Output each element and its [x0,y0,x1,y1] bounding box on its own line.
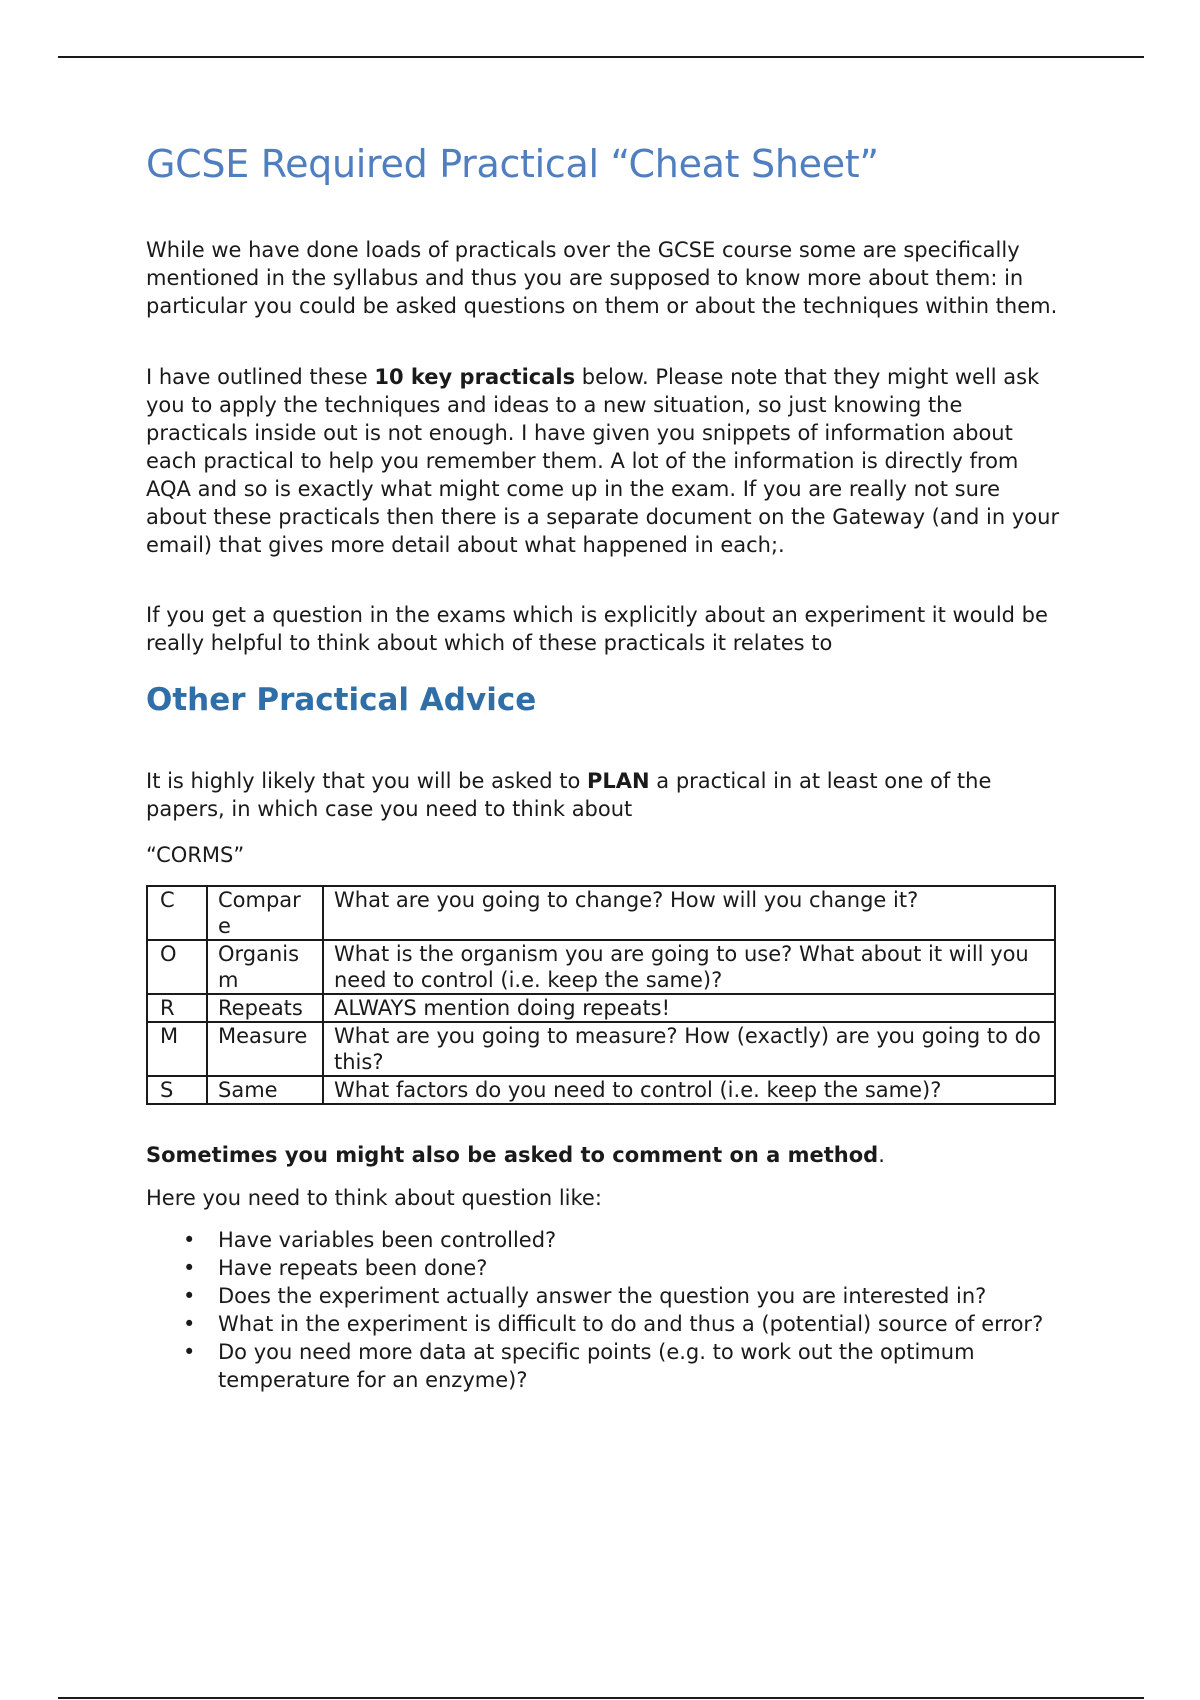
list-item [146,1226,1066,1254]
corms-letter: M [147,1022,207,1076]
plan-text-start: It is highly likely that you will be asked to [146,769,587,793]
bullet-icon: • [183,1340,196,1364]
corms-question: What are you going to change? How will you change it? [323,886,1055,940]
table-row [147,940,1055,994]
bullet-icon: • [183,1284,196,1308]
corms-letter: O [147,940,207,994]
bullet-icon: • [183,1228,196,1252]
footer-rule [58,1697,1144,1699]
question-intro: Here you need to think about question like: [146,1186,602,1210]
method-text-end: . [878,1143,885,1167]
corms-word: Repeats [207,994,323,1022]
advice-heading: Other Practical Advice [146,682,537,718]
plan-paragraph [146,767,1066,823]
table-row [147,886,1055,940]
corms-letter: S [147,1076,207,1104]
page-title: GCSE Required Practical “Cheat Sheet” [146,142,879,186]
exam-note-paragraph: If you get a question in the exams which is explicitly about an experiment it would be really helpful to think about which of these practicals it relates to [146,603,1048,655]
corms-letter: C [147,886,207,940]
method-paragraph [146,1141,1066,1169]
outline-bold-text: 10 key practicals [374,365,576,389]
list-item-text: Have repeats been done? [218,1256,488,1280]
corms-word: Organism [207,940,323,994]
corms-word: Compare [207,886,323,940]
table-row [147,1022,1055,1076]
corms-question: ALWAYS mention doing repeats! [323,994,1055,1022]
corms-question: What factors do you need to control (i.e. keep the same)? [323,1076,1055,1104]
plan-bold-text: PLAN [586,769,650,793]
intro-paragraph: While we have done loads of practicals over the GCSE course some are specifically mentioned in the syllabus and thus you are supposed to know more about them: in particular you could be asked questions on them or about the techniques within them. [146,238,1058,318]
list-item [146,1338,1066,1394]
list-item [146,1310,1066,1338]
list-item [146,1282,1066,1310]
corms-letter: R [147,994,207,1022]
bullet-icon: • [183,1312,196,1336]
list-item-text: Have variables been controlled? [218,1228,557,1252]
list-item-text: Does the experiment actually answer the question you are interested in? [218,1284,987,1308]
table-row [147,1076,1055,1104]
header-rule [58,56,1144,58]
outline-text-start: I have outlined these [146,365,375,389]
method-bold-text: Sometimes you might also be asked to comment on a method [146,1143,879,1167]
corms-word: Same [207,1076,323,1104]
corms-table [146,885,1056,1105]
corms-question: What are you going to measure? How (exactly) are you going to do this? [323,1022,1055,1076]
question-list [146,1226,1066,1394]
corms-word: Measure [207,1022,323,1076]
plan-text-end: a practical in at least one of the papers, in which case you need to think about [146,769,992,821]
bullet-icon: • [183,1256,196,1280]
table-row [147,994,1055,1022]
list-item-text: Do you need more data at specific points (e.g. to work out the optimum temperature for an enzyme)? [218,1340,975,1392]
corms-label: “CORMS” [146,843,245,867]
list-item-text: What in the experiment is difficult to do and thus a (potential) source of error? [218,1312,1044,1336]
outline-text-end: below. Please note that they might well ask you to apply the techniques and ideas to a new situation, so just knowing the practicals inside out is not enough. I have given you snippets of information about each practical to help you remember them. A lot of the information is directly from AQA and so is exactly what might come up in the exam. If you are really not sure about these practicals then there is a separate document on the Gateway (and in your email) that gives more detail about what happened in each;. [146,365,1060,557]
corms-question: What is the organism you are going to use? What about it will you need to control (i.e. keep the same)? [323,940,1055,994]
outline-paragraph [146,363,1066,559]
list-item [146,1254,1066,1282]
